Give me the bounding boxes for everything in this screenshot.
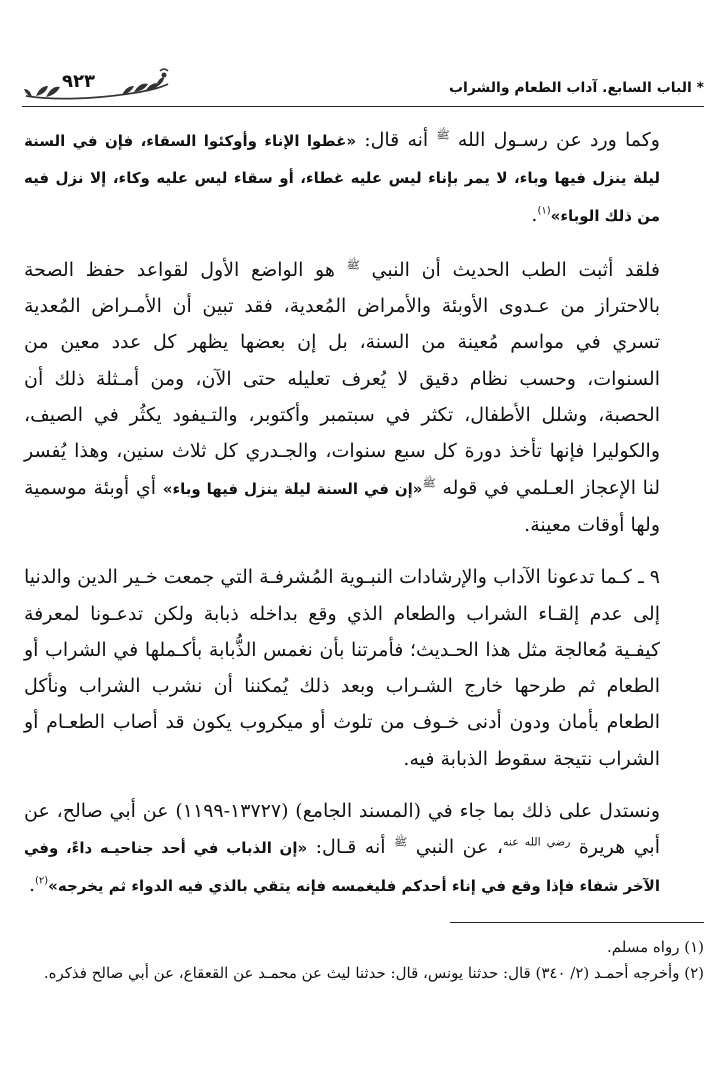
salla-symbol: ﷺ (422, 476, 436, 490)
paragraph-4: ونستدل على ذلك بما جاء في (المسند الجامع) (١٣٧٢٧-١١٩٩) عن أبي صالح، عن أبي هريرة $^{رضي الله عنه}$، عن النبي $^ﷺ$ أنه قـال: «إن الذباب في أحد جناحيـه داءً، وفي الآخر شفاء فإذا وقع في إناء أحدكم فليغمسه فإنه يتقي بالذي فيه الدواء ثم يخرجه»$^{(٢)}$. (24, 800, 661, 896)
radi-symbol: رضي الله عنه (503, 836, 571, 850)
floral-branch-ornament-icon (22, 66, 172, 104)
header-rule (22, 106, 704, 107)
salla-symbol: ﷺ (394, 836, 408, 850)
page-number: ٩٢٣ (62, 71, 95, 92)
footnote-ref-1: (١) (537, 205, 551, 217)
footnotes (22, 934, 704, 986)
salla-symbol: ﷺ (436, 128, 450, 142)
paragraph-3: ٩ ـ كـما تدعونا الآداب والإرشادات النبـوية المُشرفـة التي جمعت خـير الدين والدنيا إلى عدم إلقـاء الشراب والطعام الذي وقع بداخله ذبابة ولكن تدعـونا لمعرفة كيفـية مُعالجة مثل هذا الحـديث؛ فأمرتنا بأن نغمس الذُّبابة بأكـملها في الشراب أو الطعام ثم طرحها خارج الشـراب وبعد ذلك يُمكننا أن نشرب الشراب ونأكل الطعام بأمان ودون أدنى خـوف من تلوث أو ميكروب يكون قد أصاب الطعـام أو الشراب نتيجة سقوط الذبابة فيه. (24, 566, 660, 770)
main-text (24, 122, 704, 904)
hadith-quote: «إن الذباب في أحد جناحيـه داءً، وفي الآخر شفاء فإذا وقع في إناء أحدكم فليغمسه فإنه يتقي بالذي فيه الدواء ثم يخرجه» (24, 839, 660, 895)
salla-symbol: ﷺ (346, 258, 360, 272)
hadith-quote: «إن في السنة ليلة ينزل فيها وباء» (162, 479, 423, 498)
paragraph-1: وكما ورد عن رسـول الله $^ﷺ$ أنه قال: «غطوا الإناء وأوكئوا السقاء، فإن في السنة ليلة ينزل فيها وباء، لا يمر بإناء ليس عليه غطاء، أو سقاء ليس عليه وكاء، إلا نزل فيه من ذلك الوباء»$^{(١)}$. (24, 128, 660, 226)
footnote-rule (450, 922, 704, 923)
footnote-ref-2: (٢) (34, 875, 49, 887)
hadith-quote: «غطوا الإناء وأوكئوا السقاء، فإن في السنة ليلة ينزل فيها وباء، لا يمر بإناء ليس عليه غطاء، أو سقاء ليس عليه وكاء، إلا نزل فيه من ذلك الوباء» (24, 132, 660, 225)
page-header (22, 66, 704, 106)
item-number: ٩ ـ (631, 566, 660, 589)
running-head: * الباب السابع. آداب الطعام والشراب (448, 80, 704, 96)
page-number-block (22, 66, 172, 104)
footnote-2: (٢) وأخرجه أحمـد (٢/ ٣٤٠) قال: حدثنا يونس، قال: حدثنا ليث عن محمـد عن القعقاع، عن أبي صالح فذكره. (43, 964, 704, 982)
footnote-1: (١) رواه مسلم. (607, 938, 704, 956)
paragraph-2: فلقد أثبت الطب الحديث أن النبي $^ﷺ$ هو الواضع الأول لقواعد حفظ الصحة بالاحتراز من عـدوى الأوبئة والأمراض المُعدية، فقد تبين أن الأمـراض المُعدية تسري في مواسم مُعينة من السنة، بل إن بعضها يظهر كل عدد معين من السنوات، وحسب نظام دقيق لا يُعرف تعليله حتى الآن، ومن أمـثلة ذلك أن الحصبة، وشلل الأطفال، تكثر في سبتمبر وأكتوبر، والتـيفود يكثُر في الصيف، والكوليرا فإنها تأخذ دورة كل سبع سنوات، والجـدري كل ثلاث سنين، وهذا يُفسر لنا الإعجاز العـلمي في قوله $^ﷺ$«إن في السنة ليلة ينزل فيها وباء» أي أوبئة موسمية ولها أوقات معينة. (24, 258, 660, 536)
